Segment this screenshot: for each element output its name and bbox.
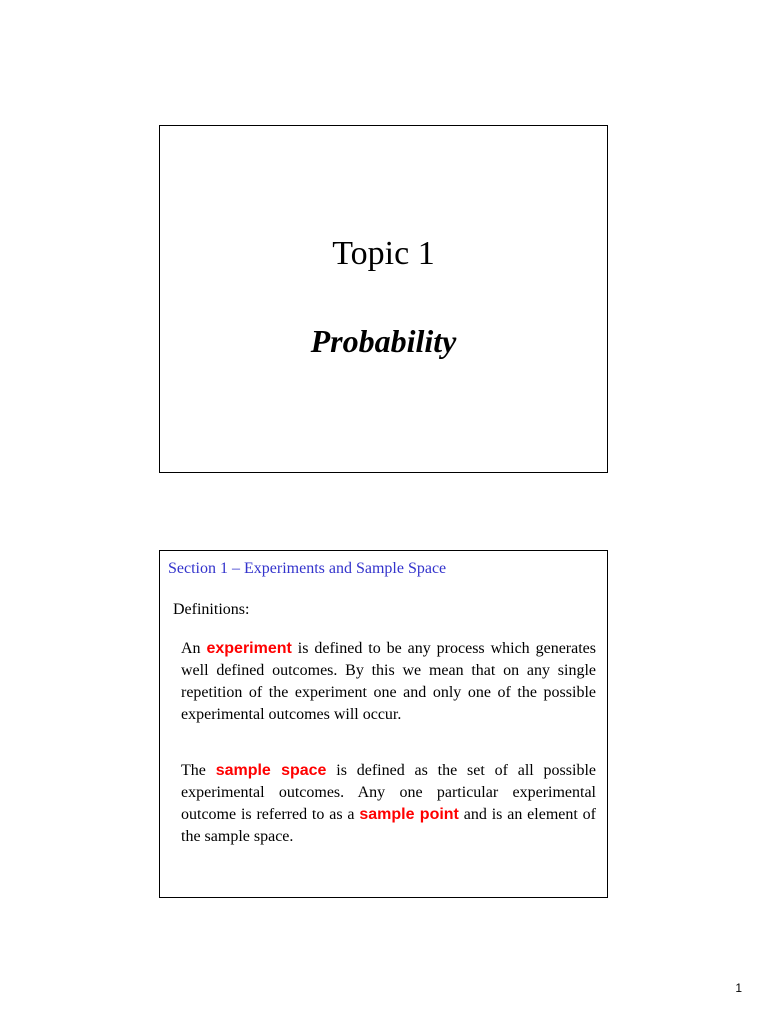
definitions-label: Definitions:: [173, 601, 250, 618]
para2-text-middle: is defined as the set of all possible experimental outcomes. Any one particular experimental outcome is referred to as a: [181, 762, 597, 823]
sample-space-definition: [181, 760, 596, 848]
para1-text-after: is defined to be any process which generates well defined outcomes. By this we mean that on any single repetition of the experiment one and only one of the possible experimental outcomes will occur.: [181, 640, 596, 723]
definitions-slide: [159, 550, 608, 898]
term-experiment: experiment: [206, 640, 292, 657]
term-sample-point: sample point: [359, 806, 459, 823]
para2-text-before: The: [181, 762, 216, 779]
para1-text-before: An: [181, 640, 207, 657]
term-sample-space: sample space: [215, 762, 327, 779]
experiment-definition: [181, 638, 596, 726]
para2-text-after: and is an element of the sample space.: [181, 806, 596, 845]
page-number: 1: [735, 981, 742, 995]
subject-title: Probability: [310, 323, 457, 359]
title-slide: [159, 125, 608, 473]
section-heading: Section 1 – Experiments and Sample Space: [168, 560, 447, 577]
topic-title: Topic 1: [332, 235, 435, 272]
